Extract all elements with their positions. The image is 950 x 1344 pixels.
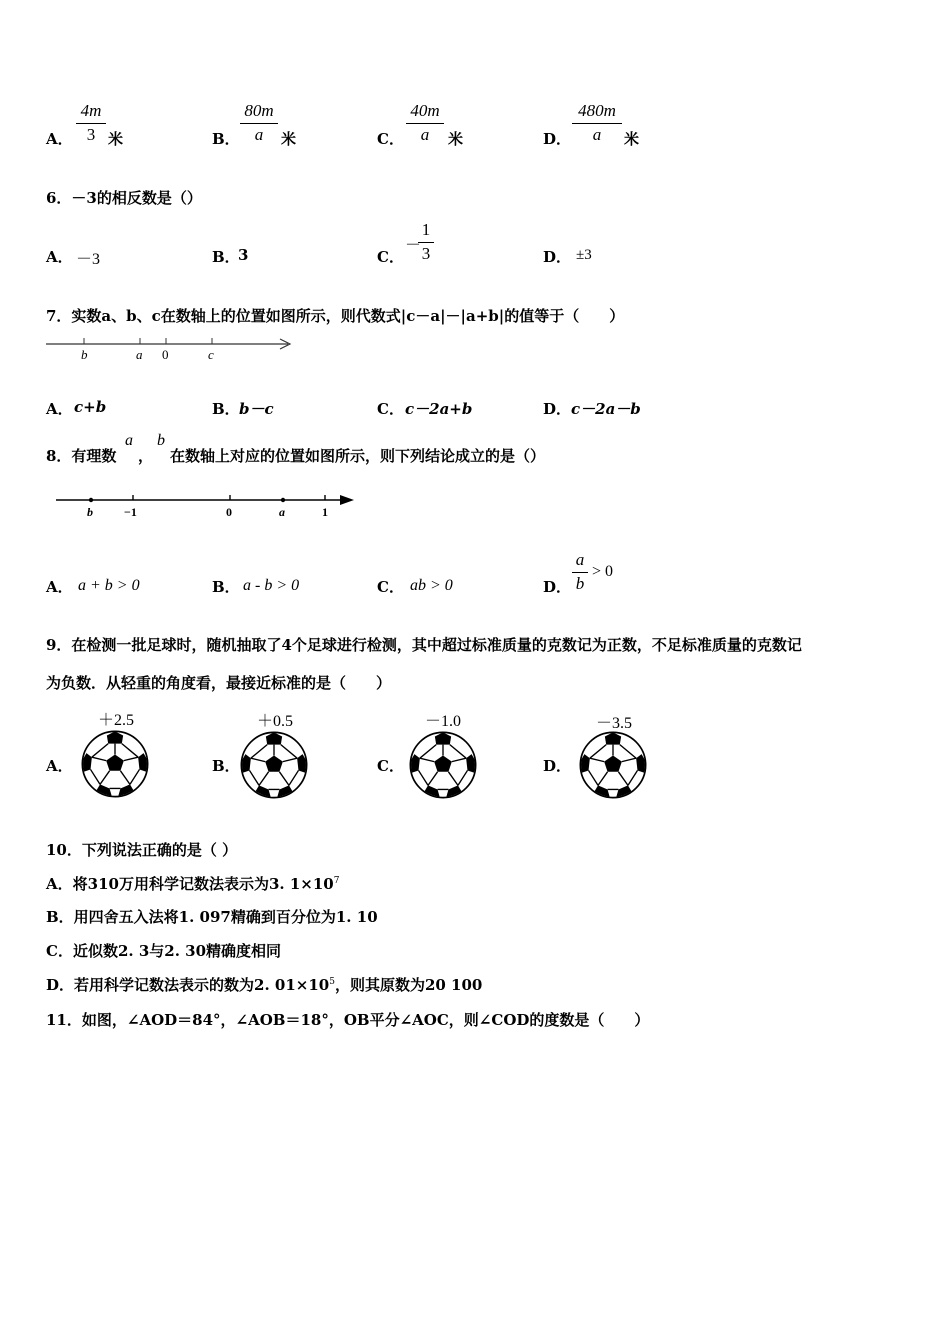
q5-option-b-unit: 米 [281,130,297,148]
q7-option-a-text: c+b [74,398,107,416]
q7-option-a-letter: A． [46,400,73,418]
q6-option-b-text: 3 [238,246,249,264]
q10-option-a-text: A．将310万用科学记数法表示为3. 1×10 [46,875,334,893]
q9-option-c-value: －1.0 [425,713,462,730]
q8-number-line [54,490,360,522]
q6-option-d-letter: D． [543,248,572,266]
q10-option-c: C．近似数2. 3与2. 30精确度相同 [46,942,282,960]
q10-option-d-suffix: ，则其原数为20 100 [334,976,483,994]
q7-option-b-text: b－c [239,400,274,418]
q8-var-b: b [157,432,165,449]
q10-option-b: B．用四舍五入法将1. 097精确到百分位为1. 10 [46,908,378,926]
q7-axis-label-b: b [81,347,88,362]
q10-option-d [46,974,482,995]
q5-option-c-unit: 米 [448,130,464,148]
q5-option-d-letter: D． [543,130,572,148]
q9-option-a-ball-icon [80,730,150,798]
q9-stem-line1: 9．在检测一批足球时，随机抽取了4个足球进行检测，其中超过标准质量的克数记为正数，不足标准质量的克数记 [46,636,802,654]
q11-stem: 11．如图，∠AOD＝84°，∠AOB＝18°，OB平分∠AOC，则∠COD的度数是（ ） [46,1011,650,1029]
q6-option-c-fraction: $\frac{1}{3}$ [418,220,434,264]
q7-option-d-text: c－2a－b [571,400,641,418]
q5-option-d-unit: 米 [624,130,640,148]
q8-comma: ， [138,447,154,465]
q6-option-a-text: －3 [76,251,101,268]
q8-axis-label-1: 1 [322,505,328,519]
q8-stem-prefix: 8．有理数 [46,447,117,465]
q9-option-c-letter: C． [377,757,404,775]
q6-option-d-text: ±3 [576,247,592,263]
q9-option-a-value: ＋2.5 [98,712,135,729]
q10-stem: 10．下列说法正确的是（ ） [46,841,238,859]
q9-option-b-ball-icon [240,731,308,799]
q7-stem: 7．实数a、b、c在数轴上的位置如图所示，则代数式|c－a|－|a+b|的值等于（ ） [46,307,625,325]
q6-stem: 6．－3的相反数是（） [46,189,202,207]
q8-option-a-text: a + b > 0 [78,577,140,594]
q9-stem-line2: 为负数．从轻重的角度看，最接近标准的是（ ） [46,674,392,692]
q7-option-b-letter: B． [212,400,240,418]
q6-option-b-letter: B． [212,248,240,266]
q7-option-c-text: c－2a+b [405,400,473,418]
q8-axis-label-0: 0 [226,505,232,519]
q10-option-a-exponent: 7 [333,876,340,886]
q6-option-c-letter: C． [377,248,404,266]
q7-axis-label-a: a [136,347,143,362]
q8-var-a: a [125,432,133,449]
q10-option-a [46,873,339,894]
q5-option-c-letter: C． [377,130,404,148]
q5-option-d-fraction: $\frac{480m}{a}$ [572,101,622,145]
q9-option-c-ball-icon [409,731,477,799]
q7-axis-label-c: c [208,347,214,362]
q8-axis-label-b: b [87,505,93,519]
q7-option-c-letter: C． [377,400,404,418]
q5-option-a-fraction: $\frac{4m}{3}$ [76,101,106,145]
q8-stem-suffix: 在数轴上对应的位置如图所示，则下列结论成立的是（） [170,447,546,465]
q10-option-d-text: D．若用科学记数法表示的数为2. 01×10 [46,976,330,994]
q9-option-d-ball-icon [579,731,647,799]
q8-option-a-letter: A． [46,578,73,596]
q7-axis-label-0: 0 [162,347,169,362]
q7-number-line [44,334,294,364]
q5-option-b-letter: B． [212,130,240,148]
q5-option-c-fraction: $\frac{40m}{a}$ [406,101,444,145]
q8-option-d-letter: D． [543,578,572,596]
q8-axis-label-a: a [279,505,285,519]
q7-option-d-letter: D． [543,400,572,418]
q8-option-d-fraction: $\frac{a}{b}$ [572,550,588,594]
q5-option-b-fraction: $\frac{80m}{a}$ [240,101,278,145]
q9-option-b-value: ＋0.5 [257,713,294,730]
q9-option-a-letter: A． [46,757,73,775]
q9-option-b-letter: B． [212,757,240,775]
q8-option-c-letter: C． [377,578,404,596]
q8-axis-label-minus1: −1 [124,505,137,519]
q8-option-b-text: a - b > 0 [243,577,300,594]
q6-option-c-sign: － [405,237,422,254]
q9-option-d-value: －3.5 [596,715,633,732]
q10-option-d-exponent: 5 [329,977,335,987]
q8-option-d-rest: > 0 [592,563,614,580]
q5-option-a-unit: 米 [108,130,124,148]
q5-option-a-letter: A． [46,130,73,148]
q8-option-b-letter: B． [212,578,240,596]
q6-option-a-letter: A． [46,248,73,266]
q8-option-c-text: ab > 0 [410,577,453,594]
q9-option-d-letter: D． [543,757,572,775]
